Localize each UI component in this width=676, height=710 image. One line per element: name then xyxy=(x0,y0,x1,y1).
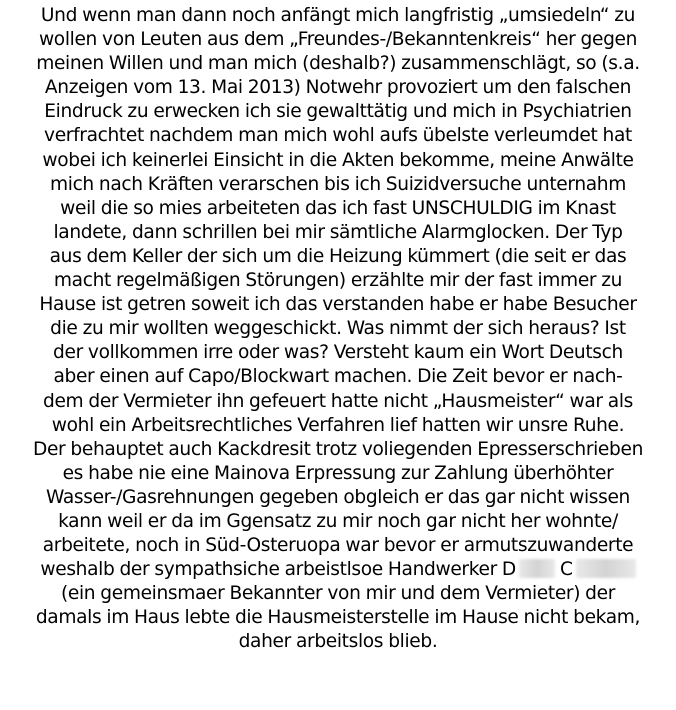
text-line-3: meinen Willen und man mich (deshalb?) zusammenschlägt, so (s.a. xyxy=(36,53,640,75)
text-line-2: wollen von Leuten aus dem „Freundes-/Bekanntenkreis“ her gegen xyxy=(38,29,638,51)
text-line-15: der vollkommen irre oder was? Versteht kaum ein Wort Deutsch xyxy=(53,342,623,364)
text-line-10: landete, dann schrillen bei mir sämtliche Alarmglocken. Der Typ xyxy=(53,221,623,243)
text-line-21: Wasser-/Gasrehnungen gegeben obgleich er das gar nicht wissen xyxy=(46,486,630,508)
text-line-4: Anzeigen vom 13. Mai 2013) Notwehr provoziert um den falschen xyxy=(44,77,632,99)
text-line-11: aus dem Keller der sich um die Heizung kümmert (die seit er das xyxy=(49,245,627,267)
text-line-23: arbeitete, noch in Süd-Osteruopa war bevor er armutszuwanderte xyxy=(42,535,634,557)
text-line-8: mich nach Kräften verarschen bis ich Suizidversuche unternahm xyxy=(49,173,626,195)
redacted-line-start: weshalb der sympathsiche arbeistlsoe Handwerker D xyxy=(40,559,516,581)
text-line-19: Der behauptet auch Kackdresit trotz voliegenden Epresserschrieben xyxy=(32,438,643,460)
text-line-20: es habe nie eine Mainova Erpressung zur Zahlung überhöhter xyxy=(62,462,614,484)
text-line-12: macht regelmäßigen Störungen) erzählte mir der fast immer zu xyxy=(53,270,623,292)
redacted-name-blur xyxy=(519,559,555,578)
text-line-18: wohl ein Arbeitsrechtliches Verfahren lief hatten wir unsre Ruhe. xyxy=(51,414,625,436)
redacted-surname-blur xyxy=(576,559,636,578)
text-line-24-redacted xyxy=(0,558,676,582)
text-line-6: verfrachtet nachdem man mich wohl aufs übelste verleumdet hat xyxy=(44,125,632,147)
document-text xyxy=(0,4,676,655)
text-line-27: daher arbeitslos blieb. xyxy=(238,631,438,653)
text-line-7: wobei ich keinerlei Einsicht in die Akten bekomme, meine Anwälte xyxy=(42,149,634,171)
text-line-14: die zu mir wollten weggeschickt. Was nimmt der sich heraus? Ist xyxy=(50,318,626,340)
text-line-17: dem der Vermieter ihn gefeuert hatte nicht „Hausmeister“ war als xyxy=(43,390,633,412)
text-line-16: aber einen auf Capo/Blockwart machen. Die Zeit bevor er nach- xyxy=(53,366,623,388)
redacted-line-middle: C xyxy=(554,559,573,581)
text-line-1: Und wenn man dann noch anfängt mich langfristig „umsiedeln“ zu xyxy=(40,5,636,26)
text-line-13: Hause ist getren soweit ich das verstanden habe er habe Besucher xyxy=(39,294,637,316)
text-line-25: (ein gemeinsmaer Bekannter von mir und dem Vermieter) der xyxy=(60,583,616,605)
text-line-22: kann weil er da im Ggensatz zu mir noch gar nicht her wohnte/ xyxy=(58,510,618,532)
text-line-9: weil die so mies arbeiteten das ich fast UNSCHULDIG im Knast xyxy=(60,197,616,219)
text-line-26: damals im Haus lebte die Hausmeisterstelle im Hause nicht bekam, xyxy=(35,607,641,629)
text-line-5: Eindruck zu erwecken ich sie gewalttätig und mich in Psychiatrien xyxy=(44,101,632,123)
